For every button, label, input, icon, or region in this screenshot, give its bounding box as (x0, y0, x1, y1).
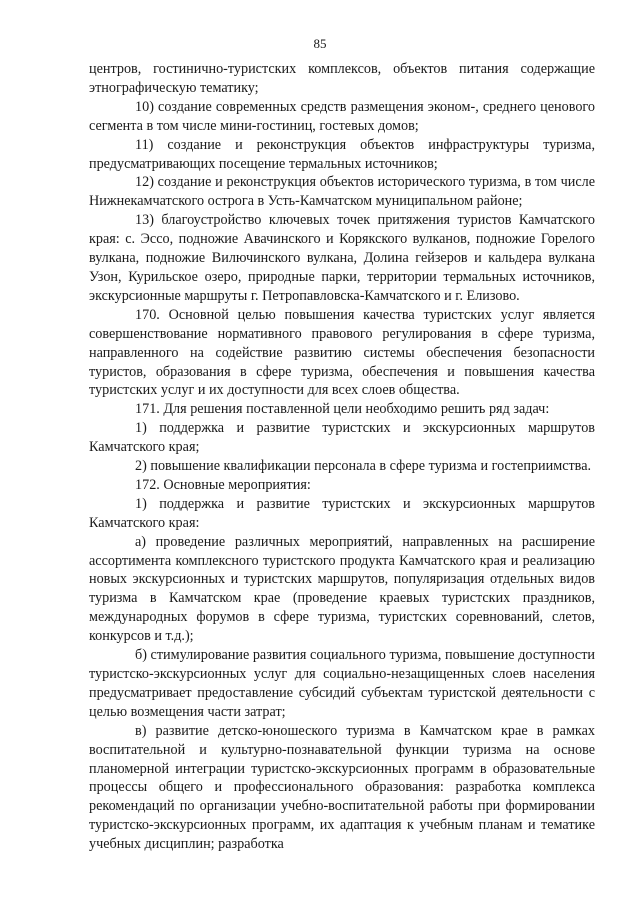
list-item-13: 13) благоустройство ключевых точек притяжения туристов Камчатского края: с. Эссо, подножие Авачинского и Корякского вулканов, подножие Горелого вулкана, подножие Вилючинского вулкана, Долина гейзеров и кальдера вулкана Узон, Курильское озеро, природные парки, территории термальных источников, экскурсионные маршруты г. Петропавловска-Камчатского и г. Елизово. (89, 212, 595, 304)
paragraph-170: 170. Основной целью повышения качества туристских услуг является совершенствование нормативного правового регулирования в сфере туризма, направленного на содействие развитию системы обеспечения безопасности туристов, образования в сфере туризма, обеспечения и повышения качества туристских услуг и их доступности для всех слоев общества. (89, 306, 595, 399)
task-item-2: 2) повышение квалификации персонала в сфере туризма и гостеприимства. (135, 458, 592, 475)
paragraph-continuation: центров, гостинично-туристских комплексов, объектов питания содержащие этнографическую тематику; (89, 61, 595, 96)
measure-subitem-a: а) проведение различных мероприятий, направленных на расширение ассортимента комплексного туристского продукта Камчатского края и реализацию новых экскурсионных и туристских маршрутов, популяризация отдельных видов туризма в Камчатском крае (проведение краевых туристских праздников, международных форумов в сфере туризма, туристских соревнований, слетов, конкурсов и т.д.); (89, 533, 595, 645)
measure-subitem-v: в) развитие детско-юношеского туризма в Камчатском крае в рамках воспитательной и культурно-познавательной функции туризма на основе планомерной интеграции туристско-экскурсионных программ в образовательные процессы общего и профессионального образования: разработка комплекса рекомендаций по организации учебно-воспитательной работы при формировании туристско-экскурсионных программ, их адаптация к учебным планам и тематике учебных дисциплин; разработка (89, 722, 595, 853)
measure-subitem-b: б) стимулирование развития социального туризма, повышение доступности туристско-экскурсионных услуг для социально-незащищенных слоев населения предусматривает предоставление субсидий субъектам туристской деятельности с целью возмещения части затрат; (89, 647, 595, 720)
document-body (89, 60, 595, 854)
task-item-1: 1) поддержка и развитие туристских и экскурсионных маршрутов Камчатского края; (89, 420, 595, 456)
list-item-10: 10) создание современных средств размещения эконом-, среднего ценового сегмента в том числе мини-гостиниц, гостевых домов; (89, 98, 595, 134)
page-number: 85 (313, 36, 327, 51)
paragraph-172: 172. Основные мероприятия: (135, 476, 311, 493)
list-item-11: 11) создание и реконструкция объектов инфраструктуры туризма, предусматривающих посещение термальных источников; (89, 136, 595, 172)
paragraph-171: 171. Для решения поставленной цели необходимо решить ряд задач: (135, 401, 550, 418)
list-item-12: 12) создание и реконструкция объектов исторического туризма, в том числе Нижнекамчатского острога в Усть-Камчатском муниципальном районе; (89, 174, 595, 210)
measure-item-1: 1) поддержка и развитие туристских и экскурсионных маршрутов Камчатского края: (89, 495, 595, 531)
